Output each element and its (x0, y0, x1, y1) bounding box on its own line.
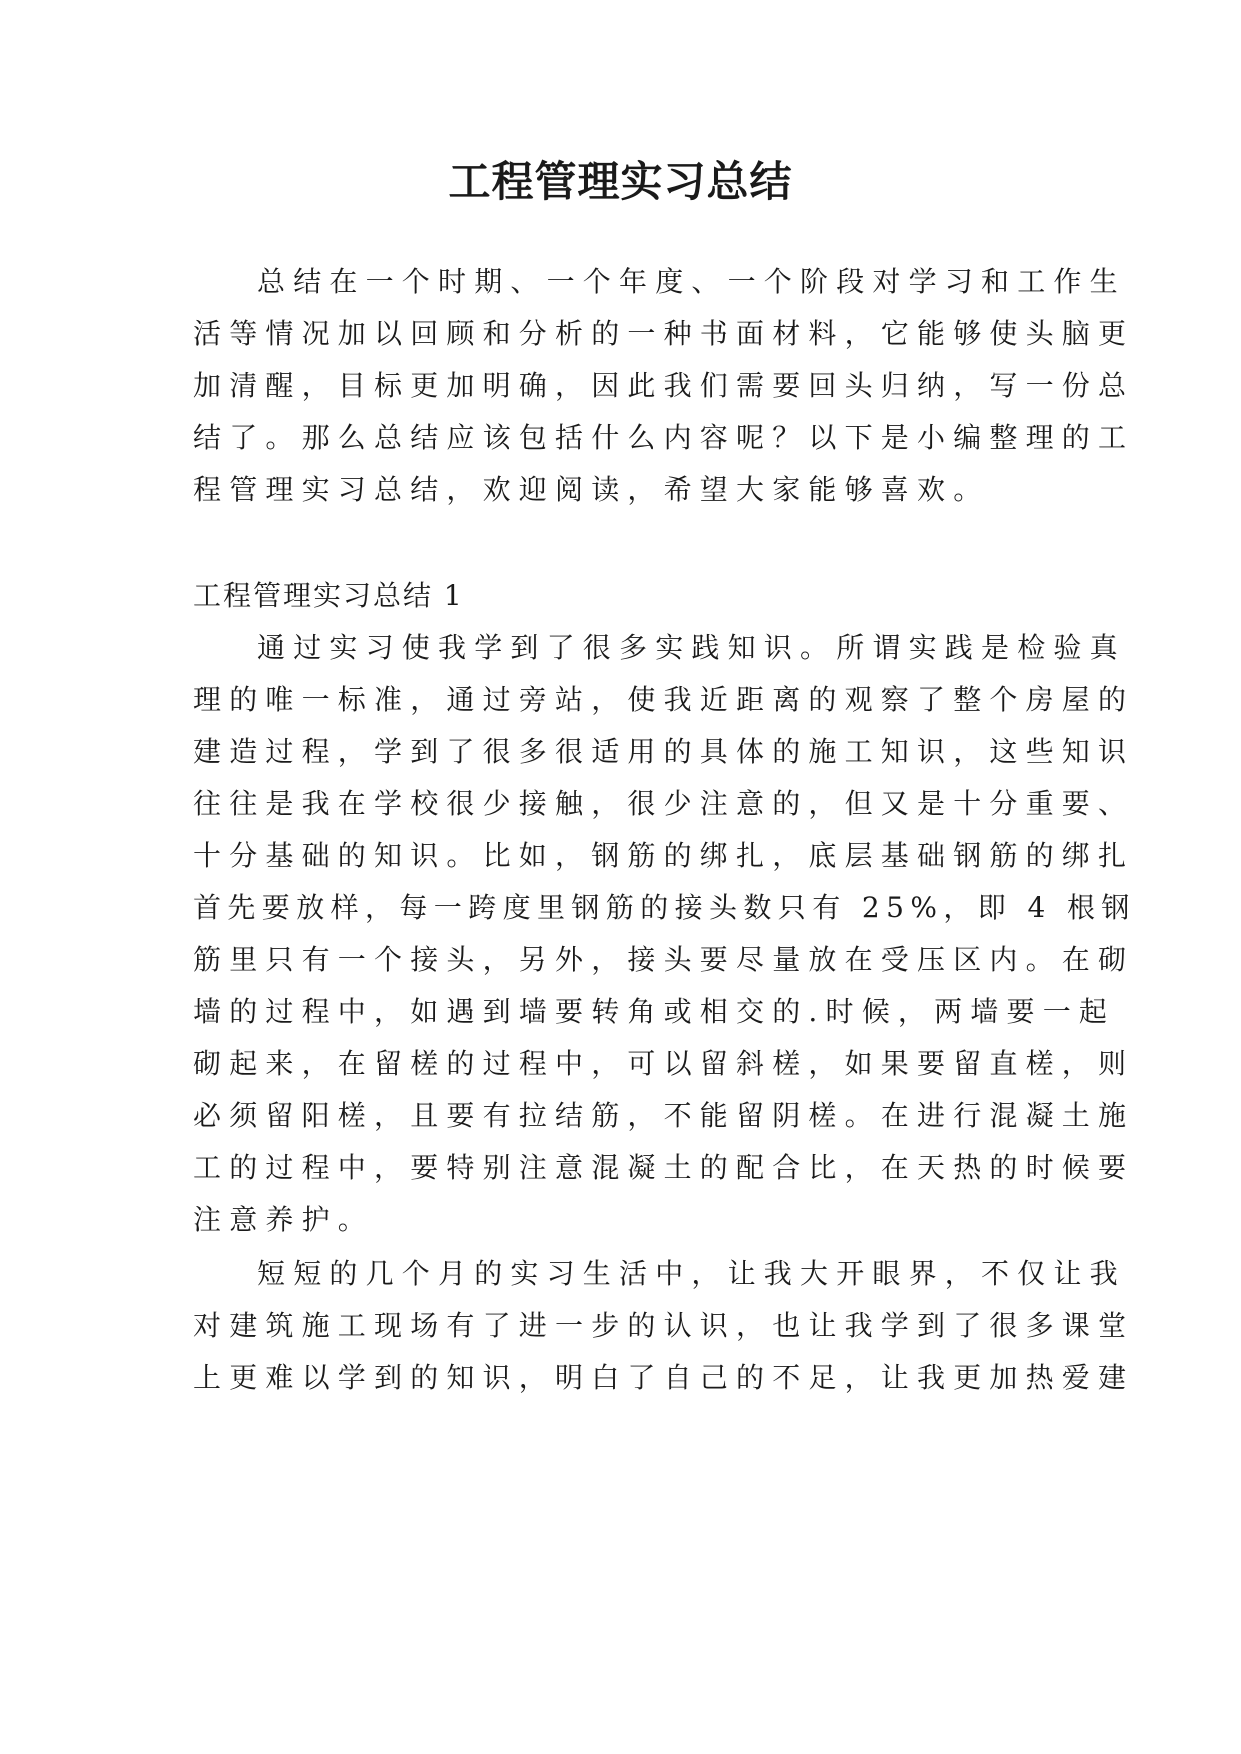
paragraph-line: 工的过程中，要特别注意混凝土的配合比，在天热的时候要 (193, 1151, 1135, 1184)
paragraph-line: 首先要放样，每一跨度里钢筋的接头数只有 25%，即 4 根钢 (193, 891, 1136, 924)
paragraph-line: 注意养护。 (193, 1203, 375, 1236)
intro-line: 加清醒，目标更加明确，因此我们需要回头归纳，写一份总 (193, 369, 1135, 402)
paragraph-line: 通过实习使我学到了很多实践知识。所谓实践是检验真 (257, 631, 1126, 664)
paragraph-line: 墙的过程中，如遇到墙要转角或相交的.时候，两墙要一起 (193, 995, 1116, 1028)
intro-line: 总结在一个时期、一个年度、一个阶段对学习和工作生 (257, 265, 1126, 298)
paragraph-line: 十分基础的知识。比如，钢筋的绑扎，底层基础钢筋的绑扎 (193, 839, 1135, 872)
document-title: 工程管理实习总结 (448, 157, 793, 206)
intro-line: 结了。那么总结应该包括什么内容呢？以下是小编整理的工 (193, 421, 1135, 454)
section-heading: 工程管理实习总结 1 (193, 579, 464, 612)
paragraph-line: 砌起来，在留槎的过程中，可以留斜槎，如果要留直槎，则 (193, 1047, 1135, 1080)
paragraph-line: 筋里只有一个接头，另外，接头要尽量放在受压区内。在砌 (193, 943, 1135, 976)
intro-line: 程管理实习总结，欢迎阅读，希望大家能够喜欢。 (193, 473, 990, 506)
paragraph-line: 短短的几个月的实习生活中，让我大开眼界，不仅让我 (257, 1257, 1126, 1290)
paragraph-line: 建造过程，学到了很多很适用的具体的施工知识，这些知识 (193, 735, 1135, 768)
paragraph-line: 必须留阳槎，且要有拉结筋，不能留阴槎。在进行混凝土施 (193, 1099, 1135, 1132)
paragraph-line: 理的唯一标准，通过旁站，使我近距离的观察了整个房屋的 (193, 683, 1135, 716)
intro-line: 活等情况加以回顾和分析的一种书面材料，它能够使头脑更 (193, 317, 1135, 350)
paragraph-line: 对建筑施工现场有了进一步的认识，也让我学到了很多课堂 (193, 1309, 1135, 1342)
paragraph-line: 往往是我在学校很少接触，很少注意的，但又是十分重要、 (193, 787, 1135, 820)
paragraph-line: 上更难以学到的知识，明白了自己的不足，让我更加热爱建 (193, 1361, 1135, 1394)
